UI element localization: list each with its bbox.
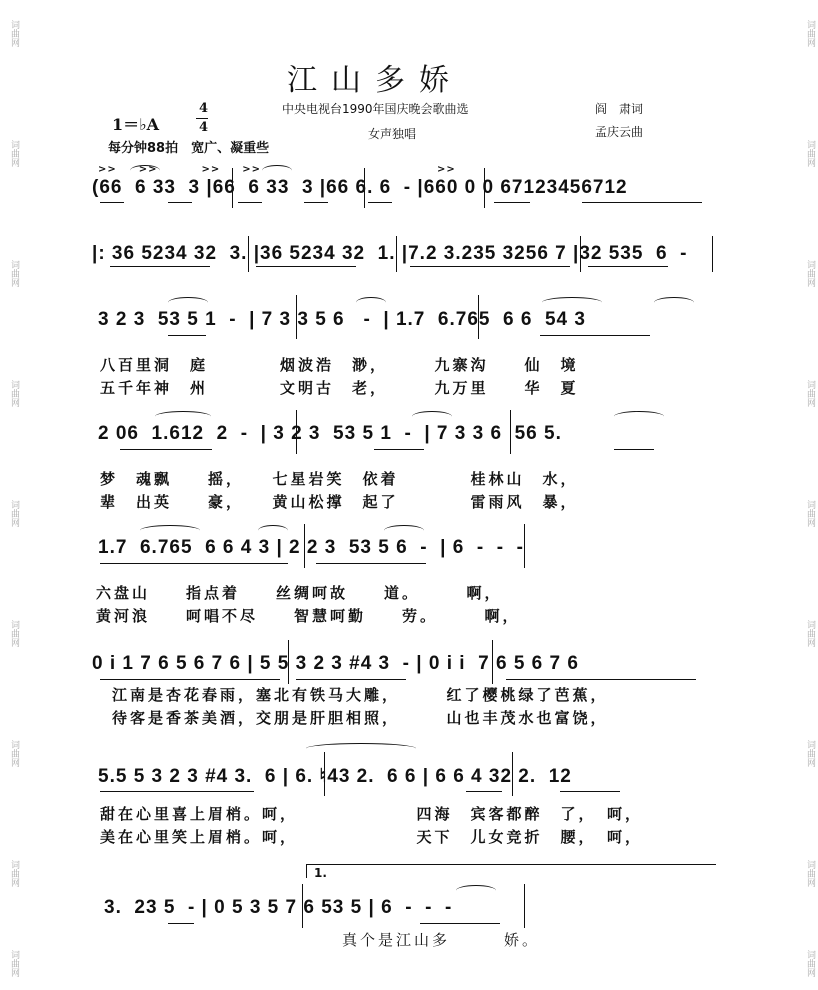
watermark: 词曲网 — [805, 260, 815, 287]
lyric-verse-1: 江南是杏花春雨，塞北有铁马大雕， 红了樱桃绿了芭蕉， — [112, 686, 609, 704]
watermark: 词曲网 — [9, 500, 19, 527]
underline-beam — [582, 202, 702, 203]
slur — [306, 743, 416, 754]
underline-beam — [316, 563, 426, 564]
notation-line: 0 i 1 7 6 5 6 7 6 | 5 5 3 2 3 #4 3 - | 0 i i 7 6 5 6 7 6 — [92, 653, 579, 674]
watermark: 词曲网 — [805, 860, 815, 887]
notation-line: 1.7 6.765 6 6 4 3 | 2 2 3 53 5 6 - | 6 - - - — [98, 537, 524, 558]
underline-beam — [100, 791, 254, 792]
underline-beam — [494, 202, 530, 203]
slur — [356, 297, 386, 308]
slur — [258, 525, 288, 536]
bar-line — [512, 752, 513, 796]
bar-line — [580, 236, 581, 272]
composer-credit: 孟庆云曲 — [595, 125, 644, 139]
slur — [456, 885, 496, 896]
underline-beam — [100, 679, 280, 680]
watermark: 词曲网 — [9, 260, 19, 287]
key-signature: 1＝♭A — [112, 115, 160, 134]
underline-beam — [100, 202, 124, 203]
underline-beam — [100, 563, 288, 564]
slur — [262, 165, 292, 176]
underline-beam — [614, 449, 654, 450]
bar-line — [248, 236, 249, 272]
lyric-verse-1: 六盘山 指点着 丝绸呵故 道。 啊， — [96, 584, 503, 602]
volta-number: 1. — [314, 866, 327, 880]
bar-line — [304, 524, 305, 568]
lyric-verse-2: 五千年神 州 文明古 老， 九万里 华 夏 — [100, 379, 579, 397]
underline-beam — [560, 791, 620, 792]
song-source: 中央电视台1990年国庆晚会歌曲选 — [282, 102, 469, 116]
volta-bracket-edge — [306, 864, 307, 878]
accent-marks: >> >> >> >> >> — [98, 164, 456, 175]
lyric-verse-1: 真个是江山多 娇。 — [342, 931, 541, 949]
watermark: 词曲网 — [805, 620, 815, 647]
watermark: 词曲网 — [805, 20, 815, 47]
song-title: 江山多娇 — [287, 63, 463, 98]
bar-line — [296, 295, 297, 339]
slur — [614, 411, 664, 422]
lyricist-credit: 阎 肃词 — [595, 102, 644, 116]
bar-line — [288, 640, 289, 684]
underline-beam — [368, 202, 392, 203]
underline-beam — [110, 266, 210, 267]
notation-line: 5.5 5 3 2 3 #4 3. 6 | 6. ♮43 2. 6 6 | 6 6 4 32 2. 12 — [98, 766, 572, 787]
underline-beam — [168, 923, 194, 924]
bar-line — [364, 168, 365, 208]
watermark: 词曲网 — [805, 380, 815, 407]
underline-beam — [420, 923, 500, 924]
bar-line — [524, 524, 525, 568]
underline-beam — [410, 266, 570, 267]
bar-line — [396, 236, 397, 272]
underline-beam — [304, 202, 328, 203]
tempo-marking: 每分钟88拍 宽广、凝重些 — [108, 141, 270, 156]
volta-bracket — [306, 864, 716, 865]
watermark-column-right — [796, 0, 818, 990]
time-signature-bottom: 4 — [199, 120, 209, 135]
watermark: 词曲网 — [9, 860, 19, 887]
notation-line: (66 6 33 3 |66 6 33 3 |66 6. 6 - |660 0 0 67123456712 — [92, 177, 628, 198]
slur — [542, 297, 602, 308]
lyric-verse-2: 黄河浪 呵唱不尽 智慧呵勤 劳。 啊， — [96, 607, 521, 625]
bar-line — [524, 884, 525, 928]
bar-line — [478, 295, 479, 339]
lyric-verse-1: 梦 魂飘 摇， 七星岩笑 依着 桂林山 水， — [100, 470, 579, 488]
lyric-verse-2: 待客是香茶美酒，交朋是肝胆相照， 山也丰茂水也富饶， — [112, 709, 609, 727]
time-signature-top: 4 — [199, 101, 209, 116]
bar-line — [712, 236, 713, 272]
bar-line — [484, 168, 485, 208]
watermark: 词曲网 — [805, 140, 815, 167]
slur — [130, 165, 160, 176]
watermark: 词曲网 — [9, 380, 19, 407]
slur — [140, 525, 200, 536]
slur — [654, 297, 694, 308]
watermark-column-left — [0, 0, 22, 990]
bar-line — [296, 410, 297, 454]
lyric-verse-2: 辈 出英 豪， 黄山松撑 起了 雷雨风 暴， — [100, 493, 579, 511]
underline-beam — [256, 266, 356, 267]
bar-line — [492, 640, 493, 684]
lyric-verse-1: 甜在心里喜上眉梢。呵， 四海 宾客都醉 了， 呵， — [100, 805, 644, 823]
watermark: 词曲网 — [805, 740, 815, 767]
underline-beam — [296, 679, 406, 680]
underline-beam — [466, 791, 502, 792]
slur — [155, 411, 211, 422]
slur — [168, 297, 208, 308]
watermark: 词曲网 — [9, 740, 19, 767]
watermark: 词曲网 — [805, 500, 815, 527]
lyric-verse-1: 八百里洞 庭 烟波浩 渺， 九寨沟 仙 境 — [100, 356, 579, 374]
watermark: 词曲网 — [9, 620, 19, 647]
time-signature-line — [196, 118, 208, 119]
underline-beam — [540, 335, 650, 336]
watermark: 词曲网 — [805, 950, 815, 977]
bar-line — [510, 410, 511, 454]
lyric-verse-2: 美在心里笑上眉梢。呵， 天下 儿女竞折 腰， 呵， — [100, 828, 644, 846]
notation-line: 3 2 3 53 5 1 - | 7 3 3 5 6 - | 1.7 6.765 6 6 54 3 — [98, 309, 586, 330]
watermark: 词曲网 — [9, 20, 19, 47]
bar-line — [302, 884, 303, 928]
underline-beam — [374, 449, 424, 450]
watermark: 词曲网 — [9, 950, 19, 977]
underline-beam — [588, 266, 668, 267]
bar-line — [324, 752, 325, 796]
slur — [412, 411, 452, 422]
notation-line: |: 36 5234 32 3. |36 5234 32 1. |7.2 3.235 3256 7 |32 535 6 - — [92, 243, 688, 264]
bar-line — [232, 168, 233, 208]
watermark: 词曲网 — [9, 140, 19, 167]
underline-beam — [238, 202, 262, 203]
underline-beam — [168, 335, 206, 336]
underline-beam — [506, 679, 696, 680]
slur — [384, 525, 424, 536]
underline-beam — [120, 449, 212, 450]
notation-line: 3. 23 5 - | 0 5 3 5 7 6 53 5 | 6 - - - — [104, 897, 453, 918]
underline-beam — [168, 202, 192, 203]
notation-line: 2 06 1.612 2 - | 3 2 3 53 5 1 - | 7 3 3 6 56 5. — [98, 423, 562, 444]
performance-type: 女声独唱 — [368, 127, 417, 141]
